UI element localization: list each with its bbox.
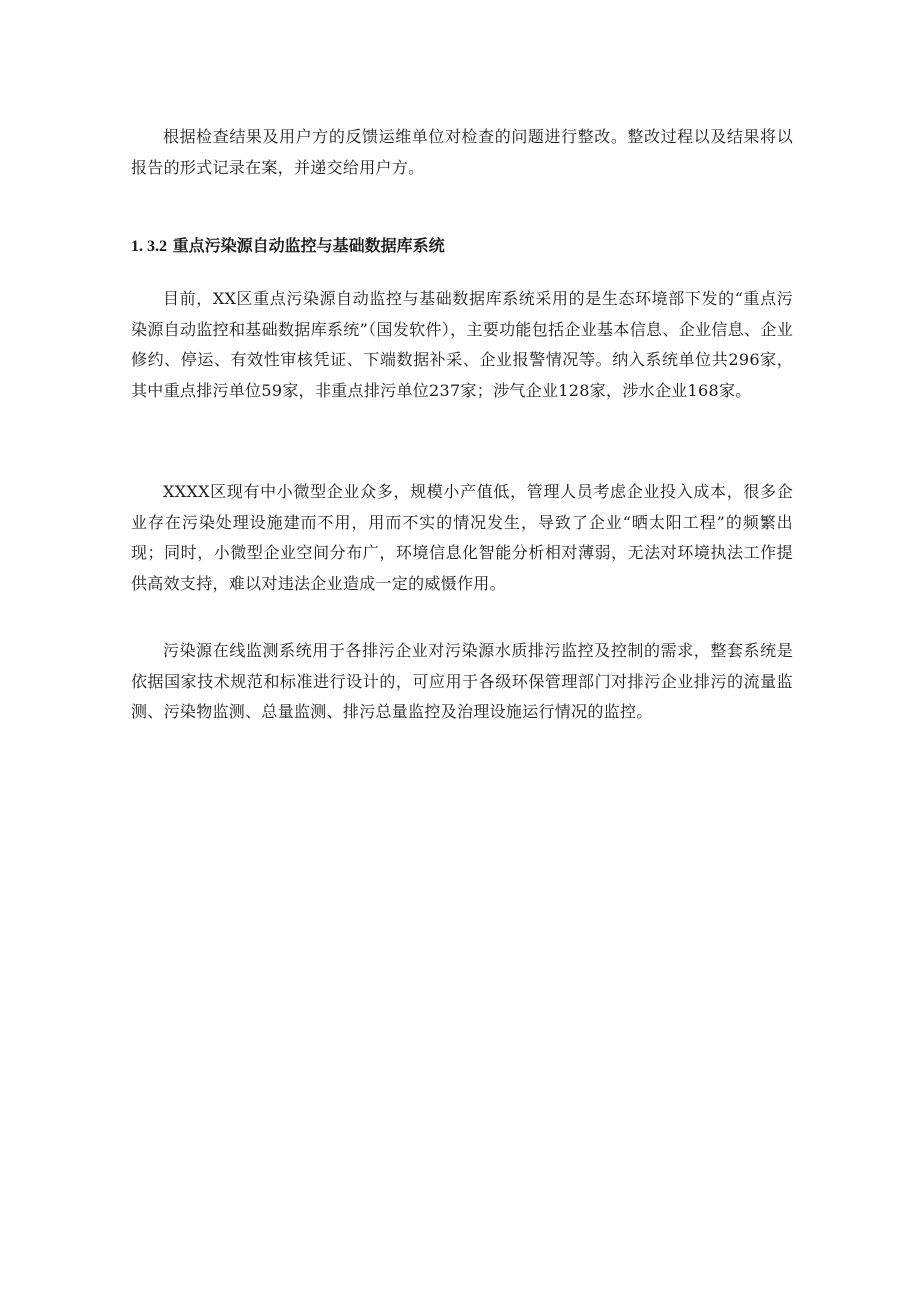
paragraph-enterprise-status: XXXX区现有中小微型企业众多，规模小产值低，管理人员考虑企业投入成本，很多企业存在污染处理设施建而不用，用而不实的情况发生，导致了企业“晒太阳工程”的频繁出现；同时，小微型企业空间分布广，环境信息化智能分析相对薄弱，无法对环境执法工作提供高效支持，难以对违法企业造成一定的威慑作用。 [131,482,793,593]
section-title: 重点污染源自动监控与基础数据库系统 [172,236,445,255]
paragraph-rectification: 根据检查结果及用户方的反馈运维单位对检查的问题进行整改。整改过程以及结果将以报告的形式记录在案，并递交给用户方。 [131,127,793,177]
section-heading [131,234,445,259]
document-page [131,122,793,721]
section-number: 1. 3.2 [131,238,167,255]
paragraph-system-overview: 目前，XX区重点污染源自动监控与基础数据库系统采用的是生态环境部下发的“重点污染源自动监控和基础数据库系统”（国发软件），主要功能包括企业基本信息、企业信息、企业修约、停运、有效性审核凭证、下端数据补采、企业报警情况等。纳入系统单位共296家，其中重点排污单位59家，非重点排污单位237家；涉气企业128家，涉水企业168家。 [131,289,793,400]
paragraph-online-monitoring: 污染源在线监测系统用于各排污企业对污染源水质排污监控及控制的需求，整套系统是依据国家技术规范和标准进行设计的，可应用于各级环保管理部门对排污企业排污的流量监测、污染物监测、总量监测、排污总量监控及治理设施运行情况的监控。 [131,641,793,721]
